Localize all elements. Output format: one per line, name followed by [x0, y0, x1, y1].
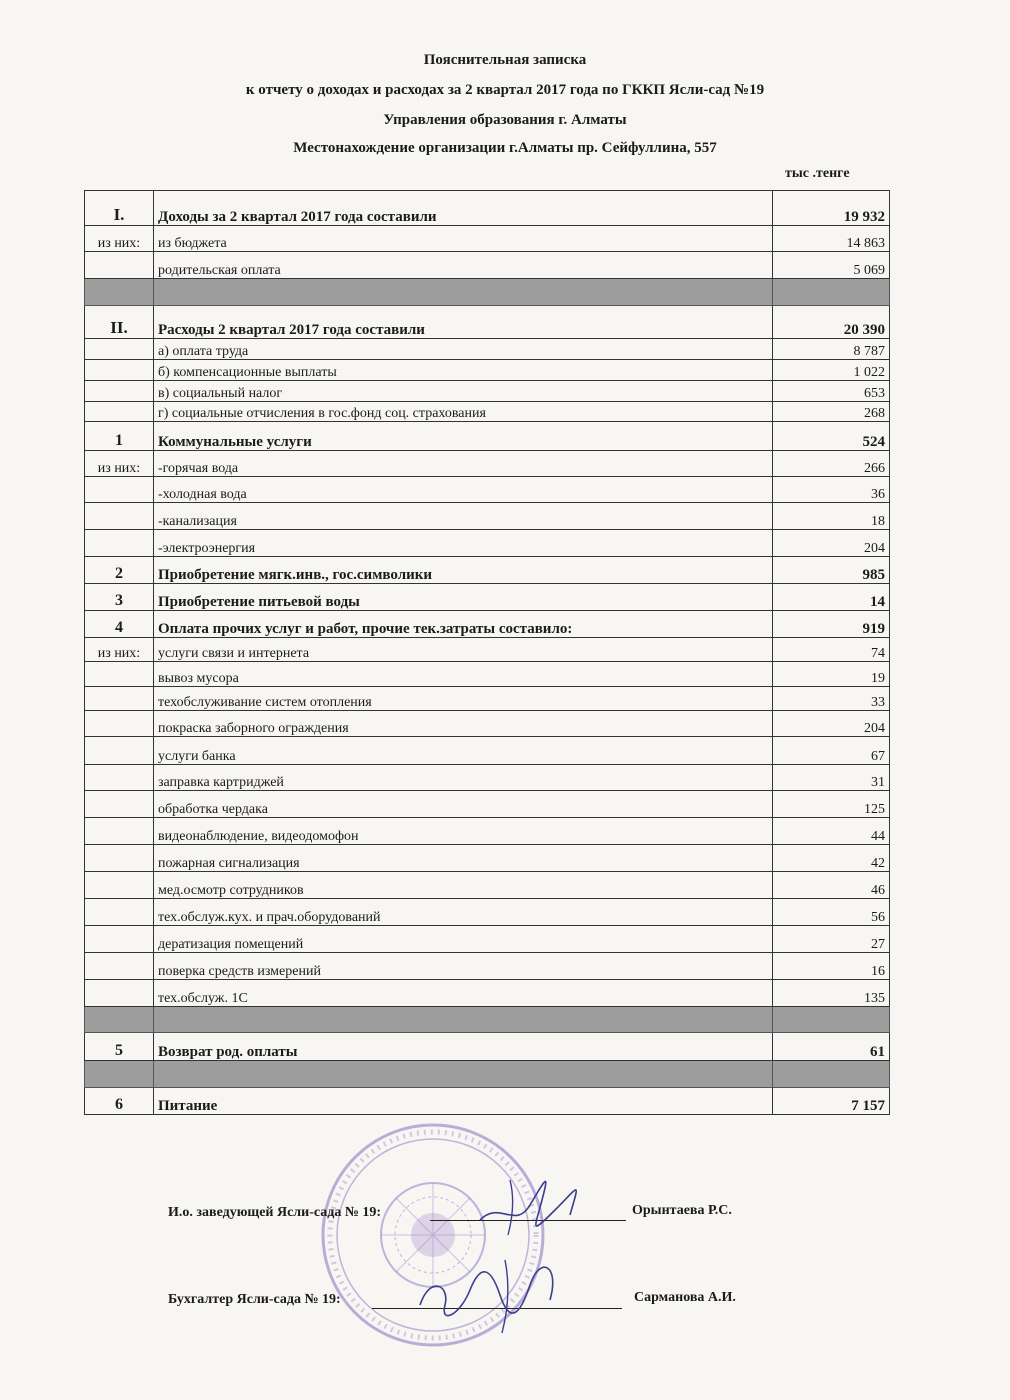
row-value: 135 — [773, 980, 890, 1007]
row-label: в) социальный налог — [154, 381, 773, 402]
row-number: 5 — [85, 1033, 154, 1061]
row-value: 266 — [773, 451, 890, 477]
row-label: Расходы 2 квартал 2017 года составили — [154, 306, 773, 339]
row-value: 8 787 — [773, 339, 890, 360]
row-number — [85, 711, 154, 737]
table-row — [85, 339, 890, 360]
doc-title: Пояснительная записка — [423, 52, 587, 68]
row-number — [85, 662, 154, 687]
row-number — [85, 381, 154, 402]
row-value: 125 — [773, 791, 890, 818]
row-label: -горячая вода — [154, 451, 773, 477]
row-value: 19 932 — [773, 191, 890, 226]
unit-label: тыс .тенге — [785, 166, 850, 181]
row-number — [85, 953, 154, 980]
row-label: -канализация — [154, 503, 773, 530]
table-row — [85, 872, 890, 899]
table-row — [85, 845, 890, 872]
row-label: услуги связи и интернета — [154, 638, 773, 662]
row-value: 61 — [773, 1033, 890, 1061]
row-number — [85, 818, 154, 845]
row-label: покраска заборного ограждения — [154, 711, 773, 737]
row-number — [85, 530, 154, 557]
row-label: -электроэнергия — [154, 530, 773, 557]
row-value: 14 863 — [773, 226, 890, 252]
row-value: 18 — [773, 503, 890, 530]
row-number: 4 — [85, 611, 154, 638]
row-value: 16 — [773, 953, 890, 980]
row-value: 44 — [773, 818, 890, 845]
table-row — [85, 557, 890, 584]
table-row — [85, 360, 890, 381]
table-row — [85, 899, 890, 926]
row-label: техобслуживание систем отопления — [154, 687, 773, 711]
row-value: 27 — [773, 926, 890, 953]
row-number — [85, 360, 154, 381]
row-label: услуги банка — [154, 737, 773, 765]
row-label: видеонаблюдение, видеодомофон — [154, 818, 773, 845]
row-number: 1 — [85, 422, 154, 451]
row-number — [85, 791, 154, 818]
row-label: Оплата прочих услуг и работ, прочие тек.затраты составило: — [154, 611, 773, 638]
row-label: родительская оплата — [154, 252, 773, 279]
row-number: 3 — [85, 584, 154, 611]
row-label: Приобретение мягк.инв., гос.символики — [154, 557, 773, 584]
row-number: 2 — [85, 557, 154, 584]
row-value: 46 — [773, 872, 890, 899]
row-value: 31 — [773, 765, 890, 791]
table-row — [85, 191, 890, 226]
director-label: И.о. заведующей Ясли-сада № 19: — [168, 1205, 382, 1220]
table-row — [85, 765, 890, 791]
row-value: 74 — [773, 638, 890, 662]
row-label: вывоз мусора — [154, 662, 773, 687]
table-row — [85, 737, 890, 765]
row-value: 204 — [773, 711, 890, 737]
row-value: 67 — [773, 737, 890, 765]
row-number: I. — [85, 191, 154, 226]
accountant-name: Сарманова А.И. — [634, 1290, 736, 1305]
row-label: а) оплата труда — [154, 339, 773, 360]
row-number: II. — [85, 306, 154, 339]
separator-row — [85, 1007, 890, 1033]
table-row — [85, 611, 890, 638]
separator-row — [85, 1061, 890, 1088]
row-number — [85, 765, 154, 791]
row-label: тех.обслуж. 1С — [154, 980, 773, 1007]
doc-subtitle: к отчету о доходах и расходах за 2 квартал 2017 года по ГККП Ясли-сад №19 — [245, 82, 765, 98]
table-row — [85, 638, 890, 662]
row-number — [85, 402, 154, 422]
row-label: г) социальные отчисления в гос.фонд соц. страхования — [154, 402, 773, 422]
row-value: 268 — [773, 402, 890, 422]
report-table — [84, 190, 890, 1115]
row-value: 56 — [773, 899, 890, 926]
table-row — [85, 584, 890, 611]
row-value: 204 — [773, 530, 890, 557]
doc-department: Управления образования г. Алматы — [383, 112, 627, 128]
row-number: из них: — [85, 451, 154, 477]
table-row — [85, 422, 890, 451]
row-value: 33 — [773, 687, 890, 711]
row-value: 36 — [773, 477, 890, 503]
row-number — [85, 687, 154, 711]
row-value: 5 069 — [773, 252, 890, 279]
table-row — [85, 791, 890, 818]
director-name: Орынтаева Р.С. — [632, 1203, 732, 1218]
row-label: мед.осмотр сотрудников — [154, 872, 773, 899]
row-number — [85, 503, 154, 530]
table-row — [85, 226, 890, 252]
doc-location: Местонахождение организации г.Алматы пр. Сейфуллина, 557 — [293, 140, 717, 156]
row-number: 6 — [85, 1088, 154, 1115]
table-row — [85, 926, 890, 953]
row-number — [85, 980, 154, 1007]
row-label: Питание — [154, 1088, 773, 1115]
row-label: дератизация помещений — [154, 926, 773, 953]
row-number — [85, 845, 154, 872]
accountant-handwritten-signature — [410, 1255, 580, 1335]
row-number — [85, 477, 154, 503]
row-label: пожарная сигнализация — [154, 845, 773, 872]
row-number — [85, 872, 154, 899]
row-value: 19 — [773, 662, 890, 687]
table-row — [85, 451, 890, 477]
row-value: 42 — [773, 845, 890, 872]
row-number — [85, 899, 154, 926]
director-handwritten-signature — [470, 1160, 590, 1240]
separator-row — [85, 279, 890, 306]
row-label: Приобретение питьевой воды — [154, 584, 773, 611]
table-row — [85, 252, 890, 279]
row-label: поверка средств измерений — [154, 953, 773, 980]
row-number: из них: — [85, 226, 154, 252]
row-label: Возврат род. оплаты — [154, 1033, 773, 1061]
row-value: 524 — [773, 422, 890, 451]
table-row — [85, 687, 890, 711]
row-value: 919 — [773, 611, 890, 638]
row-value: 1 022 — [773, 360, 890, 381]
accountant-label: Бухгалтер Ясли-сада № 19: — [168, 1292, 341, 1307]
row-number — [85, 926, 154, 953]
row-label: тех.обслуж.кух. и прач.оборудований — [154, 899, 773, 926]
table-row — [85, 953, 890, 980]
row-label: Коммунальные услуги — [154, 422, 773, 451]
row-value: 14 — [773, 584, 890, 611]
row-label: б) компенсационные выплаты — [154, 360, 773, 381]
row-number — [85, 339, 154, 360]
row-label: Доходы за 2 квартал 2017 года составили — [154, 191, 773, 226]
row-value: 20 390 — [773, 306, 890, 339]
table-row — [85, 1033, 890, 1061]
row-number — [85, 252, 154, 279]
row-value: 985 — [773, 557, 890, 584]
table-row — [85, 503, 890, 530]
table-row — [85, 711, 890, 737]
row-number — [85, 737, 154, 765]
table-row — [85, 477, 890, 503]
table-row — [85, 381, 890, 402]
row-label: из бюджета — [154, 226, 773, 252]
table-row — [85, 662, 890, 687]
row-label: -холодная вода — [154, 477, 773, 503]
table-row — [85, 402, 890, 422]
table-row — [85, 306, 890, 339]
table-row — [85, 530, 890, 557]
row-value: 653 — [773, 381, 890, 402]
row-label: обработка чердака — [154, 791, 773, 818]
table-row — [85, 1088, 890, 1115]
table-row — [85, 980, 890, 1007]
row-number: из них: — [85, 638, 154, 662]
table-row — [85, 818, 890, 845]
row-value: 7 157 — [773, 1088, 890, 1115]
row-label: заправка картриджей — [154, 765, 773, 791]
